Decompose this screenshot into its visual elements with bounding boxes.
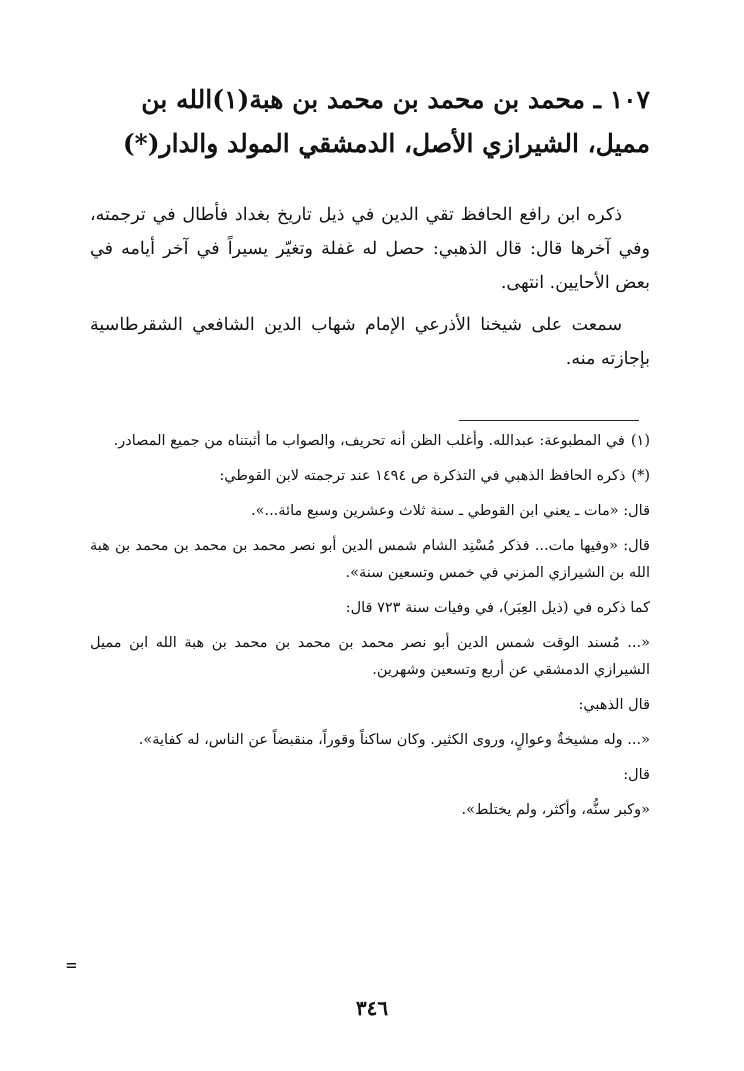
body-paragraph: ذكره ابن رافع الحافظ تقي الدين في ذيل تاريخ بغداد فأطال في ترجمته، وفي آخرها قال: قال الذهبي: حصل له غفلة وتغيّر يسيراً في آخر أيامه في بعض الأحايين. انتهى.	[90, 205, 650, 293]
footnote-line: «... وله مشيخةٌ وعوالٍ، وروى الكثير. وكان ساكناً وقوراً، منقبضاً عن الناس، له كفاية».	[138, 732, 650, 748]
continuation-mark: =	[66, 955, 77, 976]
footnote-line: «... مُسند الوقت شمس الدين أبو نصر محمد بن محمد بن محمد بن هبة الله ابن مميل الشيرازي الدمشقي عن أربع وتسعين وشهرين.	[90, 635, 650, 678]
footnote-line: قال: «مات ـ يعني ابن القوطي ـ سنة ثلاث وعشرين وسبع مائة...».	[250, 503, 650, 519]
footnote-text: ذكره الحافظ الذهبي في التذكرة ص ١٤٩٤ عند ترجمته لابن القوطي:	[219, 468, 626, 484]
footnote	[90, 428, 650, 455]
footnotes	[90, 428, 650, 832]
body-text	[90, 198, 650, 384]
footnote-separator	[459, 420, 639, 421]
footnote-text: في المطبوعة: عبدالله. وأغلب الظن أنه تحريف، والصواب ما أثبتناه من جميع المصادر.	[113, 433, 625, 449]
body-paragraph: سمعت على شيخنا الأذرعي الإمام شهاب الدين الشافعي الشقرطاسية بإجازته منه.	[90, 315, 650, 369]
page-number: ٣٤٦	[355, 996, 389, 1020]
footnote-line: قال الذهبي:	[578, 697, 650, 713]
footnote-line: كما ذكره في (ذيل العِبَر)، في وفيات سنة ٧٢٣ قال:	[345, 600, 650, 616]
entry-title: ١٠٧ ـ محمد بن محمد بن محمد بن هبة(١)الله بن مميل، الشيرازي الأصل، الدمشقي المولد والدار(*)	[122, 85, 650, 158]
footnote-line: «وكبر سنُّه، وأكثر، ولم يختلط».	[461, 802, 650, 818]
footnote-marker: (١)	[630, 433, 650, 449]
footnote-line: قال: «وفيها مات... فذكر مُسْنِد الشام شمس الدين أبو نصر محمد بن محمد بن محمد بن هبة الله بن الشيرازي المزني في خمس وتسعين سنة».	[90, 538, 650, 581]
footnote	[90, 463, 650, 490]
footnote-marker: (*)	[631, 468, 650, 484]
footnote-line: قال:	[623, 767, 650, 783]
